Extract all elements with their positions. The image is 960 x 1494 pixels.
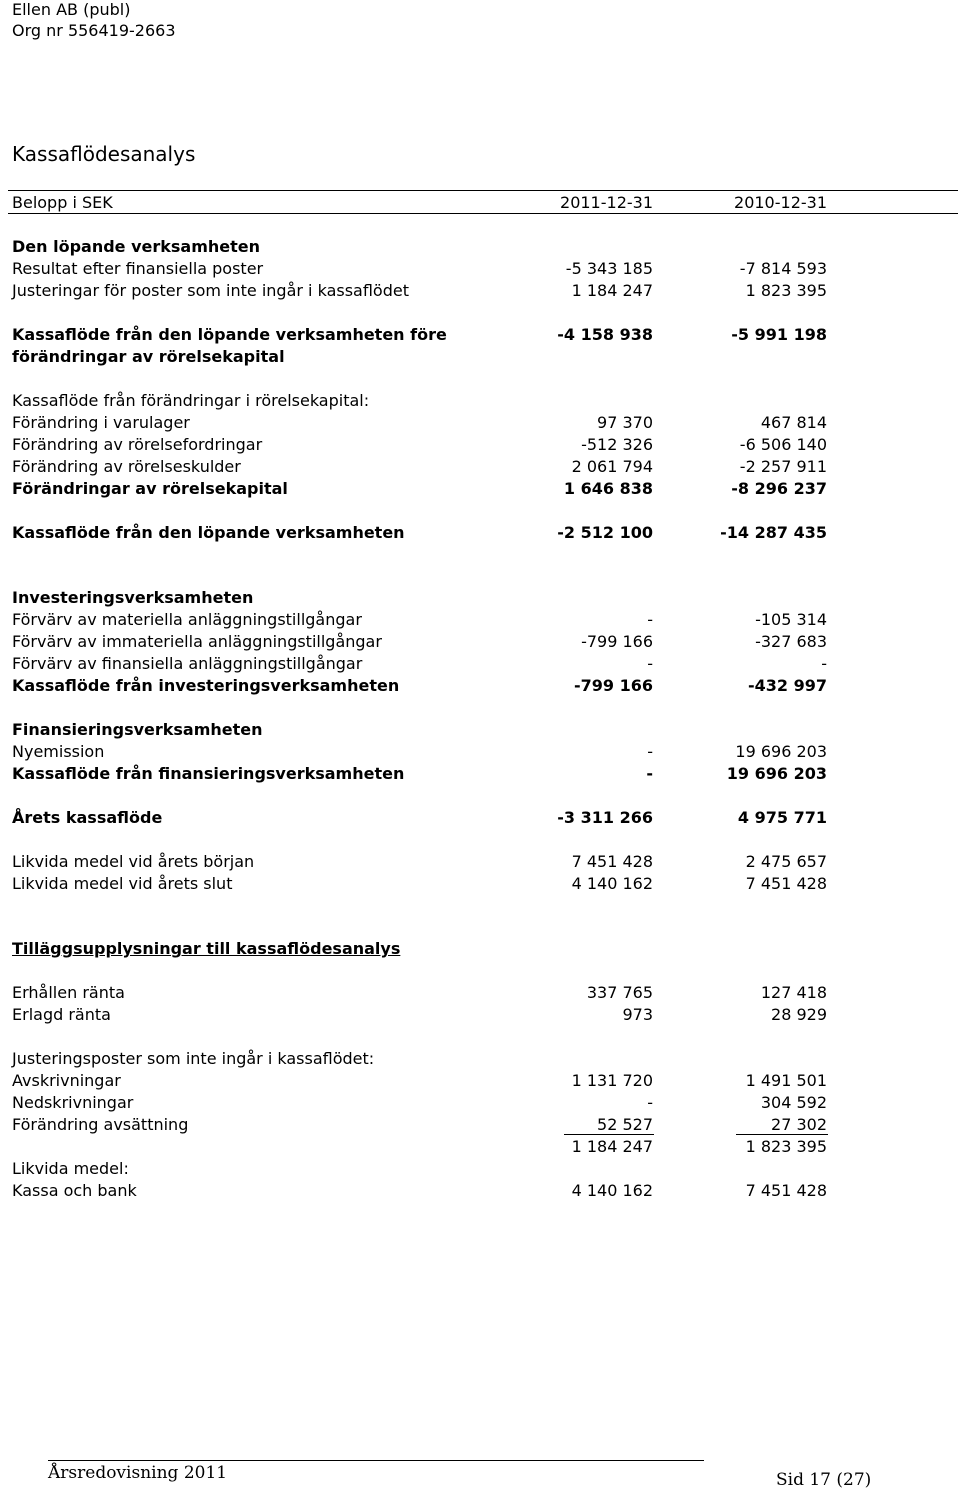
table-row — [0, 259, 960, 281]
value-2010: 304 592 — [760, 1093, 827, 1112]
table-row — [0, 325, 960, 347]
value-2010: - — [821, 654, 827, 673]
value-2011: 1 131 720 — [571, 1071, 653, 1090]
table-row — [0, 588, 960, 610]
row-label: Kassaflöde från investeringsverksamheten — [12, 676, 400, 695]
row-label: Årets kassaflöde — [12, 808, 163, 827]
table-row — [0, 983, 960, 1005]
row-label: Kassa och bank — [12, 1181, 137, 1200]
column-header-top-rule — [8, 190, 958, 191]
value-2010: 7 451 428 — [745, 874, 827, 893]
value-2011: -799 166 — [573, 676, 653, 695]
value-2011: -512 326 — [581, 435, 653, 454]
column-header-label: Belopp i SEK — [12, 193, 113, 212]
value-2011: - — [647, 742, 653, 761]
value-2011: 1 646 838 — [563, 479, 653, 498]
row-label: Finansieringsverksamheten — [12, 720, 263, 739]
value-2011: -799 166 — [581, 632, 653, 651]
value-2010: 27 302 — [771, 1115, 827, 1134]
table-row — [0, 479, 960, 501]
row-label: Avskrivningar — [12, 1071, 121, 1090]
table-row — [0, 281, 960, 303]
company-name: Ellen AB (publ) — [12, 0, 131, 19]
value-2011: -3 311 266 — [557, 808, 653, 827]
value-2010: -7 814 593 — [739, 259, 827, 278]
table-row — [0, 764, 960, 786]
value-2011: - — [647, 1093, 653, 1112]
row-label: Justeringsposter som inte ingår i kassaflödet: — [12, 1049, 375, 1068]
column-header-2010: 2010-12-31 — [734, 193, 827, 212]
row-label: Kassaflöde från förändringar i rörelsekapital: — [12, 391, 370, 410]
row-label: Kassaflöde från den löpande verksamheten — [12, 523, 405, 542]
table-row — [0, 676, 960, 698]
value-2011: -4 158 938 — [557, 325, 653, 344]
value-2010: -6 506 140 — [739, 435, 827, 454]
value-2010: 19 696 203 — [735, 742, 827, 761]
row-label: Nyemission — [12, 742, 105, 761]
row-label: Förvärv av finansiella anläggningstillgångar — [12, 654, 363, 673]
value-2010: 19 696 203 — [726, 764, 827, 783]
table-row — [0, 654, 960, 676]
value-2010: -8 296 237 — [731, 479, 827, 498]
table-row — [0, 1137, 960, 1159]
table-row — [0, 852, 960, 874]
org-number: Org nr 556419-2663 — [12, 21, 176, 40]
row-label: Förändring av rörelseskulder — [12, 457, 241, 476]
value-2010: 1 823 395 — [745, 281, 827, 300]
value-2011: - — [646, 764, 653, 783]
value-2011: 4 140 162 — [571, 874, 653, 893]
table-row — [0, 720, 960, 742]
table-row — [0, 1005, 960, 1027]
table-row — [0, 874, 960, 896]
value-2010: -327 683 — [755, 632, 827, 651]
value-2011: 1 184 247 — [571, 1137, 653, 1156]
value-2011: 973 — [622, 1005, 653, 1024]
value-2010: 127 418 — [760, 983, 827, 1002]
row-label: Förvärv av immateriella anläggningstillgångar — [12, 632, 382, 651]
footer-rule — [48, 1460, 704, 1461]
table-row — [0, 523, 960, 545]
table-row — [0, 1071, 960, 1093]
value-2010: -2 257 911 — [739, 457, 827, 476]
value-2011: - — [647, 654, 653, 673]
value-2011: 97 370 — [597, 413, 653, 432]
table-row — [0, 1049, 960, 1071]
row-label: Likvida medel: — [12, 1159, 129, 1178]
table-row — [0, 413, 960, 435]
table-row — [0, 632, 960, 654]
value-2010: -5 991 198 — [731, 325, 827, 344]
value-2010: -105 314 — [755, 610, 827, 629]
row-label: Kassaflöde från finansieringsverksamheten — [12, 764, 405, 783]
row-label: Den löpande verksamheten — [12, 237, 261, 256]
row-label: Investeringsverksamheten — [12, 588, 254, 607]
value-2011: 1 184 247 — [571, 281, 653, 300]
footer-page-number: Sid 17 (27) — [776, 1470, 872, 1490]
value-2010: 2 475 657 — [745, 852, 827, 871]
value-2010: 467 814 — [760, 413, 827, 432]
row-label: Erhållen ränta — [12, 983, 125, 1002]
value-2010: 7 451 428 — [745, 1181, 827, 1200]
table-row — [0, 610, 960, 632]
sum-underline-2011 — [564, 1134, 654, 1135]
row-label: Tilläggsupplysningar till kassaflödesanalys — [12, 939, 401, 958]
table-row — [0, 391, 960, 413]
row-label: förändringar av rörelsekapital — [12, 347, 285, 366]
value-2011: 337 765 — [586, 983, 653, 1002]
column-header-row — [0, 193, 960, 215]
row-label: Likvida medel vid årets slut — [12, 874, 233, 893]
row-label: Förändring avsättning — [12, 1115, 189, 1134]
value-2010: 1 491 501 — [745, 1071, 827, 1090]
value-2010: -14 287 435 — [720, 523, 827, 542]
table-row — [0, 1159, 960, 1181]
row-label: Förvärv av materiella anläggningstillgångar — [12, 610, 362, 629]
row-label: Resultat efter finansiella poster — [12, 259, 264, 278]
table-row — [0, 808, 960, 830]
table-row — [0, 435, 960, 457]
table-row — [0, 1093, 960, 1115]
value-2010: -432 997 — [747, 676, 827, 695]
value-2010: 28 929 — [771, 1005, 827, 1024]
sum-underline-2010 — [736, 1134, 828, 1135]
value-2011: -5 343 185 — [565, 259, 653, 278]
row-label: Nedskrivningar — [12, 1093, 134, 1112]
row-label: Förändring i varulager — [12, 413, 190, 432]
value-2010: 4 975 771 — [737, 808, 827, 827]
row-label: Förändring av rörelsefordringar — [12, 435, 263, 454]
table-row — [0, 742, 960, 764]
footer-report-title: Årsredovisning 2011 — [48, 1463, 228, 1483]
value-2010: 1 823 395 — [745, 1137, 827, 1156]
value-2011: -2 512 100 — [557, 523, 653, 542]
row-label: Erlagd ränta — [12, 1005, 111, 1024]
table-row — [0, 1115, 960, 1137]
table-row — [0, 1181, 960, 1203]
value-2011: 4 140 162 — [571, 1181, 653, 1200]
table-row — [0, 457, 960, 479]
value-2011: 52 527 — [597, 1115, 653, 1134]
table-row — [0, 939, 960, 961]
page-title: Kassaflödesanalys — [12, 142, 196, 166]
column-header-bottom-rule — [8, 213, 958, 214]
table-row — [0, 237, 960, 259]
row-label: Likvida medel vid årets början — [12, 852, 255, 871]
row-label: Kassaflöde från den löpande verksamheten före — [12, 325, 447, 344]
value-2011: 2 061 794 — [571, 457, 653, 476]
value-2011: 7 451 428 — [571, 852, 653, 871]
table-row — [0, 347, 960, 369]
column-header-2011: 2011-12-31 — [560, 193, 653, 212]
row-label: Förändringar av rörelsekapital — [12, 479, 288, 498]
row-label: Justeringar för poster som inte ingår i kassaflödet — [12, 281, 409, 300]
value-2011: - — [647, 610, 653, 629]
